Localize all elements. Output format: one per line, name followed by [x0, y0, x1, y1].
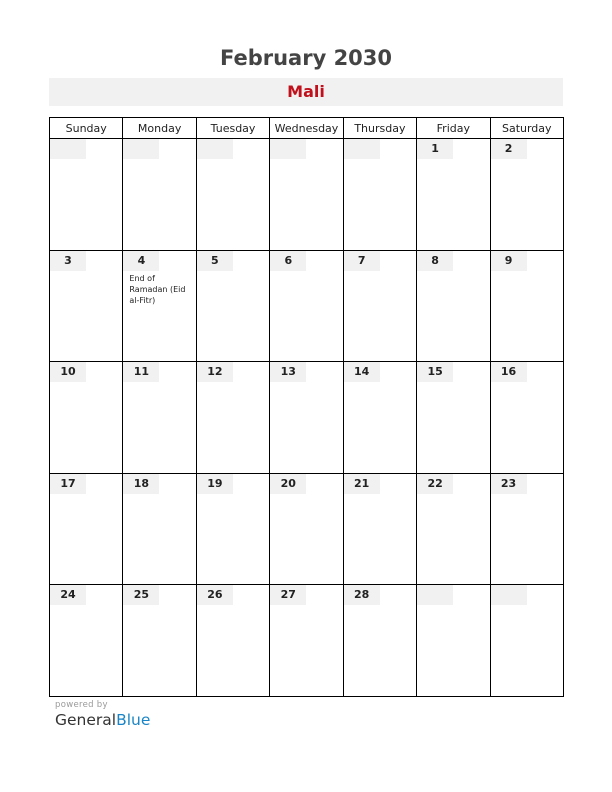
day-number	[197, 139, 233, 159]
day-number: 15	[417, 362, 453, 382]
calendar-title: February 2030	[219, 46, 393, 70]
weekday-tuesday: Tuesday	[196, 118, 269, 139]
day-cell[interactable]	[417, 473, 490, 585]
day-number: 20	[270, 474, 306, 494]
day-number: 23	[491, 474, 527, 494]
day-number: 7	[344, 251, 380, 271]
day-cell[interactable]	[270, 473, 343, 585]
brand-general: General	[55, 711, 117, 729]
day-number: 9	[491, 251, 527, 271]
week-row	[50, 139, 564, 251]
day-cell[interactable]	[50, 139, 123, 251]
day-cell[interactable]	[417, 362, 490, 474]
day-cell[interactable]	[343, 362, 416, 474]
day-cell[interactable]	[270, 585, 343, 697]
day-cell[interactable]	[490, 250, 563, 362]
day-cell[interactable]	[270, 362, 343, 474]
day-cell[interactable]	[50, 585, 123, 697]
day-cell[interactable]	[123, 250, 196, 362]
day-cell[interactable]	[50, 362, 123, 474]
day-cell[interactable]	[490, 139, 563, 251]
country-label: Mali	[49, 78, 563, 106]
day-cell[interactable]	[196, 362, 269, 474]
day-cell[interactable]	[196, 585, 269, 697]
day-number: 25	[123, 585, 159, 605]
weekday-monday: Monday	[123, 118, 196, 139]
day-number: 4	[123, 251, 159, 271]
day-number: 21	[344, 474, 380, 494]
day-number: 13	[270, 362, 306, 382]
day-cell[interactable]	[196, 473, 269, 585]
day-cell[interactable]	[196, 250, 269, 362]
holiday-event: End of Ramadan (Eid al-Fitr)	[129, 273, 186, 305]
day-number: 5	[197, 251, 233, 271]
day-cell[interactable]	[343, 139, 416, 251]
day-cell[interactable]	[343, 585, 416, 697]
week-row	[50, 362, 564, 474]
weekday-thursday: Thursday	[343, 118, 416, 139]
day-cell[interactable]	[196, 139, 269, 251]
day-number: 27	[270, 585, 306, 605]
day-cell[interactable]	[123, 473, 196, 585]
day-cell[interactable]	[490, 473, 563, 585]
day-number: 22	[417, 474, 453, 494]
day-number: 8	[417, 251, 453, 271]
weekday-wednesday: Wednesday	[270, 118, 343, 139]
day-cell[interactable]	[490, 362, 563, 474]
day-number: 6	[270, 251, 306, 271]
day-number: 1	[417, 139, 453, 159]
day-cell[interactable]	[417, 585, 490, 697]
day-number: 12	[197, 362, 233, 382]
day-number: 24	[50, 585, 86, 605]
footer-branding	[55, 700, 150, 729]
day-number	[344, 139, 380, 159]
day-cell[interactable]	[417, 250, 490, 362]
day-number: 11	[123, 362, 159, 382]
day-cell[interactable]	[417, 139, 490, 251]
day-number: 18	[123, 474, 159, 494]
weekday-sunday: Sunday	[50, 118, 123, 139]
weekday-friday: Friday	[417, 118, 490, 139]
day-number: 2	[491, 139, 527, 159]
weekday-header-row	[50, 118, 564, 139]
day-cell[interactable]	[343, 250, 416, 362]
day-cell[interactable]	[50, 473, 123, 585]
day-number	[123, 139, 159, 159]
day-number	[50, 139, 86, 159]
week-row	[50, 585, 564, 697]
calendar-grid	[49, 117, 564, 697]
day-cell[interactable]	[270, 250, 343, 362]
day-number	[270, 139, 306, 159]
day-cell[interactable]	[50, 250, 123, 362]
day-number: 16	[491, 362, 527, 382]
day-number	[491, 585, 527, 605]
week-row	[50, 473, 564, 585]
day-number	[417, 585, 453, 605]
day-cell[interactable]	[123, 585, 196, 697]
day-cell[interactable]	[123, 362, 196, 474]
day-number: 28	[344, 585, 380, 605]
day-cell[interactable]	[270, 139, 343, 251]
day-number: 3	[50, 251, 86, 271]
day-number: 19	[197, 474, 233, 494]
day-number: 10	[50, 362, 86, 382]
day-number: 26	[197, 585, 233, 605]
brand-blue: Blue	[116, 711, 151, 729]
day-number: 17	[50, 474, 86, 494]
powered-by-text: powered by	[55, 700, 108, 710]
day-cell[interactable]	[490, 585, 563, 697]
day-cell[interactable]	[123, 139, 196, 251]
day-cell[interactable]	[343, 473, 416, 585]
generalblue-logo[interactable]	[55, 711, 150, 729]
weekday-saturday: Saturday	[490, 118, 563, 139]
week-row	[50, 250, 564, 362]
day-number: 14	[344, 362, 380, 382]
